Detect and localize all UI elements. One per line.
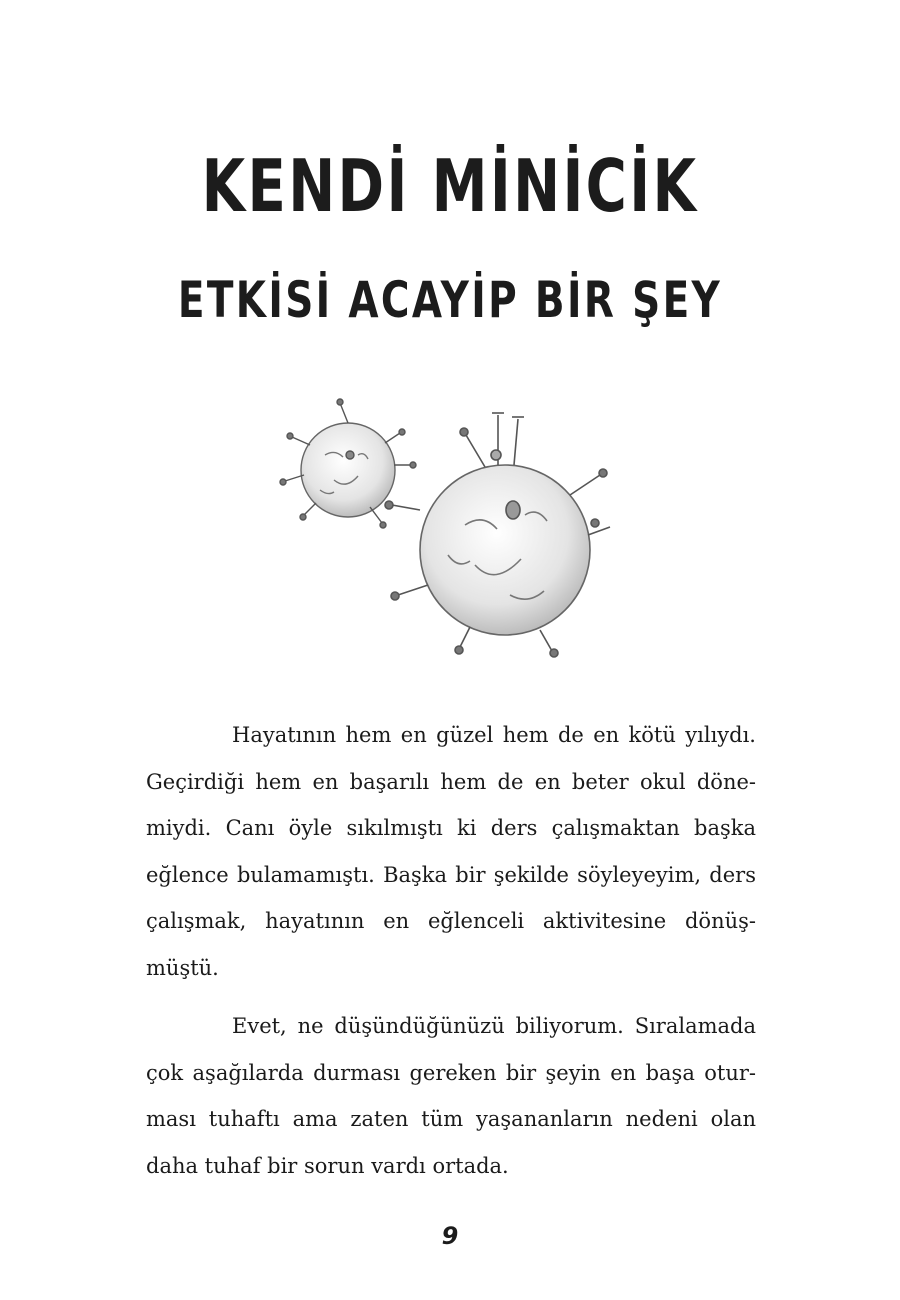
text-line: ması tuhaftı ama zaten tüm yaşananların nedeni olan [146,1107,756,1131]
small-virus-icon [280,399,416,528]
text-line: müştü. [146,955,219,980]
body-text [146,712,756,1201]
large-virus-icon [385,413,610,657]
page-number: 9 [441,1222,459,1250]
text-line: Evet, ne düşündüğünüzü biliyorum. Sıralamada [232,1014,756,1038]
text-line: miydi. Canı öyle sıkılmıştı ki ders çalışmaktan başka [146,816,756,840]
text-line: çok aşağılarda durması gereken bir şeyin en başa otur- [146,1060,756,1085]
text-line: eğlence bulamamıştı. Başka bir şekilde söyleyeyim, ders [146,862,756,887]
paragraph-2 [146,1003,756,1189]
chapter-title: KENDİ MİNİCİK [201,144,699,228]
text-line: daha tuhaf bir sorun vardı ortada. [146,1153,509,1178]
chapter-subtitle: ETKİSİ ACAYİP BİR ŞEY [177,271,723,329]
text-line: çalışmak, hayatının en eğlenceli aktivitesine dönüş- [146,909,756,933]
virus-illustration-icon [270,395,630,660]
text-line: Geçirdiği hem en başarılı hem de en beter okul döne- [146,769,756,794]
text-line: Hayatının hem en güzel hem de en kötü yılıydı. [232,723,756,747]
paragraph-1 [146,712,756,991]
